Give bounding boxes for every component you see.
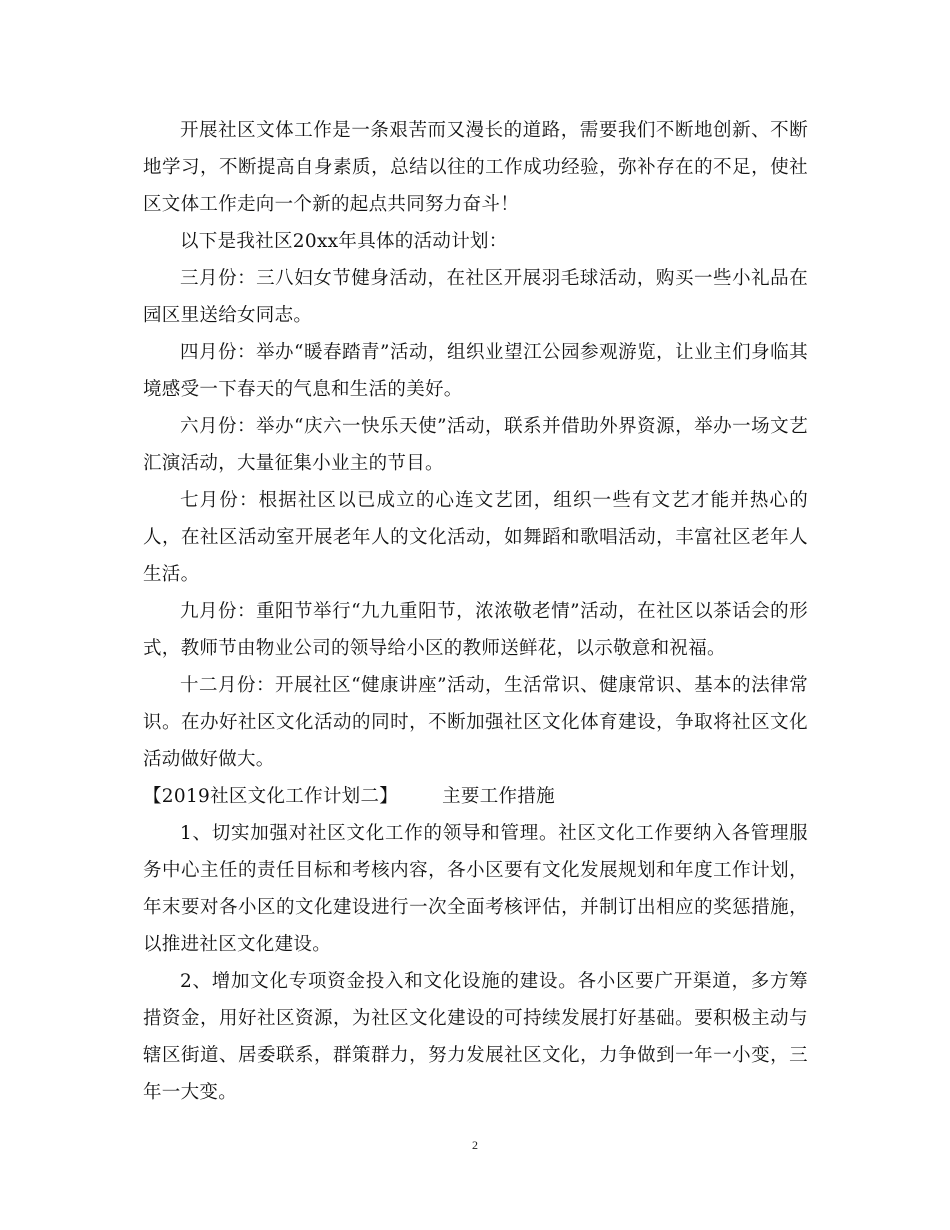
paragraph-plan-intro: 以下是我社区20xx年具体的活动计划：	[180, 231, 508, 252]
paragraph-december: 十二月份：开展社区“健康讲座”活动，生活常识、健康常识、基本的法律常识。在办好社区文化活动的同时，不断加强社区文化体育建设，争取将社区文化活动做好做大。	[143, 675, 808, 770]
paragraph-intro: 开展社区文体工作是一条艰苦而又漫长的道路，需要我们不断地创新、不断地学习，不断提高自身素质，总结以往的工作成功经验，弥补存在的不足，使社区文体工作走向一个新的起点共同努力奋斗！	[143, 120, 808, 215]
paragraph-june: 六月份：举办“庆六一快乐天使”活动，联系并借助外界资源，举办一场文艺汇演活动，大量征集小业主的节目。	[143, 416, 808, 474]
paragraph-july: 七月份：根据社区以已成立的心连文艺团，组织一些有文艺才能并热心的人，在社区活动室开展老年人的文化活动，如舞蹈和歌唱活动，丰富社区老年人生活。	[143, 490, 808, 585]
paragraph-measure-2: 2、增加文化专项资金投入和文化设施的建设。各小区要广开渠道，多方筹措资金，用好社区资源，为社区文化建设的可持续发展打好基础。要积极主动与辖区街道、居委联系，群策群力，努力发展社区文化，力争做到一年一小变，三年一大变。	[143, 971, 808, 1103]
paragraph-measure-1: 1、切实加强对社区文化工作的领导和管理。社区文化工作要纳入各管理服务中心主任的责任目标和考核内容，各小区要有文化发展规划和年度工作计划，年末要对各小区的文化建设进行一次全面考核评估，并制订出相应的奖惩措施，以推进社区文化建设。	[143, 823, 808, 955]
page-number: 2	[472, 1138, 478, 1152]
paragraph-september: 九月份：重阳节举行“九九重阳节，浓浓敬老情”活动，在社区以茶话会的形式，教师节由物业公司的领导给小区的教师送鲜花，以示敬意和祝福。	[143, 601, 808, 659]
section-heading-title: 【2019社区文化工作计划二】	[143, 786, 399, 807]
paragraph-march: 三月份：三八妇女节健身活动，在社区开展羽毛球活动，购买一些小礼品在园区里送给女同志。	[143, 268, 808, 326]
section-heading	[143, 778, 808, 815]
paragraph-april: 四月份：举办“暖春踏青”活动，组织业望江公园参观游览，让业主们身临其境感受一下春天的气息和生活的美好。	[143, 342, 808, 400]
document-body	[143, 112, 808, 1111]
section-heading-subtitle: 主要工作措施	[442, 786, 555, 807]
